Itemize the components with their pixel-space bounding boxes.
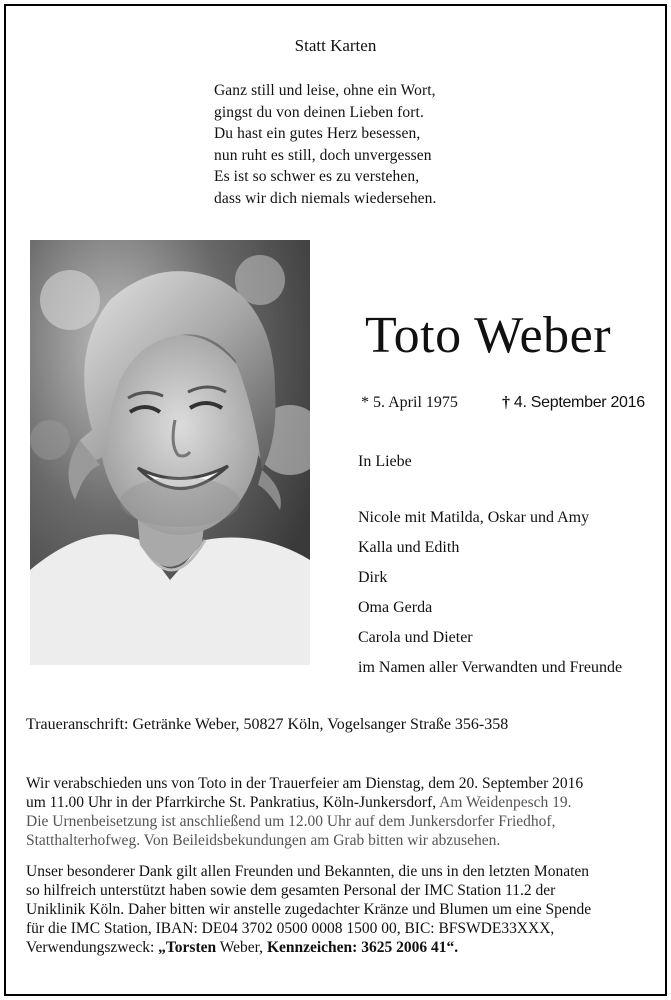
paragraph-line: Die Urnenbeisetzung ist anschließend um 12.00 Uhr auf dem Junkersdorfer Friedhof,: [26, 813, 556, 830]
paragraph-text: Weber,: [216, 939, 267, 956]
poem-line: nun ruht es still, doch unvergessen: [214, 146, 432, 164]
poem-line: dass wir dich niemals wiedersehen.: [214, 189, 437, 207]
paragraph-text: „Torsten: [158, 939, 217, 956]
ceremony-paragraph: [26, 774, 645, 850]
paragraph-text: Am Weidenpesch 19.: [439, 794, 572, 811]
paragraph-text: Verwendungszweck:: [26, 939, 159, 956]
cross-symbol: †: [502, 394, 510, 411]
paragraph-text: Kennzeichen: 3625 2006 41“.: [266, 939, 459, 956]
family-line: im Namen aller Verwandten und Freunde: [358, 659, 623, 676]
death-date-text: 4. September 2016: [513, 394, 645, 411]
paragraph-text: um 11.00 Uhr in der Pfarrkirche St. Pankratius, Köln-Junkersdorf,: [26, 794, 437, 811]
in-love-text: In Liebe: [358, 453, 412, 470]
paragraph-line: Unser besonderer Dank gilt allen Freunden und Bekannten, die uns in den letzten Monaten: [26, 863, 590, 880]
poem-line: Du hast ein gutes Herz besessen,: [214, 125, 421, 142]
thanks-paragraph: [26, 862, 645, 957]
family-line: Dirk: [358, 569, 388, 586]
mourning-address: Traueranschrift: Getränke Weber, 50827 Köln, Vogelsanger Straße 356-358: [26, 716, 509, 733]
poem-line: Ganz still und leise, ohne ein Wort,: [214, 82, 436, 99]
paragraph-line: so hilfreich unterstützt haben sowie dem gesamten Personal der IMC Station 11.2 der: [26, 882, 556, 899]
family-line: Nicole mit Matilda, Oskar und Amy: [358, 509, 590, 526]
paragraph-line: Wir verabschieden uns von Toto in der Trauerfeier am Dienstag, dem 20. September 2016: [26, 775, 584, 792]
family-line: Oma Gerda: [358, 599, 433, 616]
paragraph-line: [26, 793, 645, 812]
family-list: [358, 503, 622, 683]
paragraph-line: [26, 938, 645, 957]
poem: [214, 80, 437, 209]
paragraph-line: für die IMC Station, IBAN: DE04 3702 0500 0008 1500 00, BIC: BFSWDE33XXX,: [26, 920, 555, 937]
family-line: Carola und Dieter: [358, 629, 473, 646]
birth-date: * 5. April 1975: [361, 394, 458, 411]
portrait-illustration: [30, 240, 310, 665]
poem-line: gingst du von deinen Lieben fort.: [214, 103, 424, 121]
portrait-photo: [30, 240, 310, 665]
family-line: Kalla und Edith: [358, 539, 460, 556]
deceased-name: Toto Weber: [365, 307, 612, 364]
paragraph-line: Statthalterhofweg. Von Beileidsbekundungen am Grab bitten wir abzusehen.: [26, 832, 501, 849]
poem-line: Es ist so schwer es zu verstehen,: [214, 168, 420, 185]
death-date: [502, 394, 645, 412]
header-text: Statt Karten: [294, 36, 377, 55]
paragraph-line: Uniklinik Köln. Daher bitten wir anstelle zugedachter Kränze und Blumen um eine Spende: [26, 901, 592, 918]
